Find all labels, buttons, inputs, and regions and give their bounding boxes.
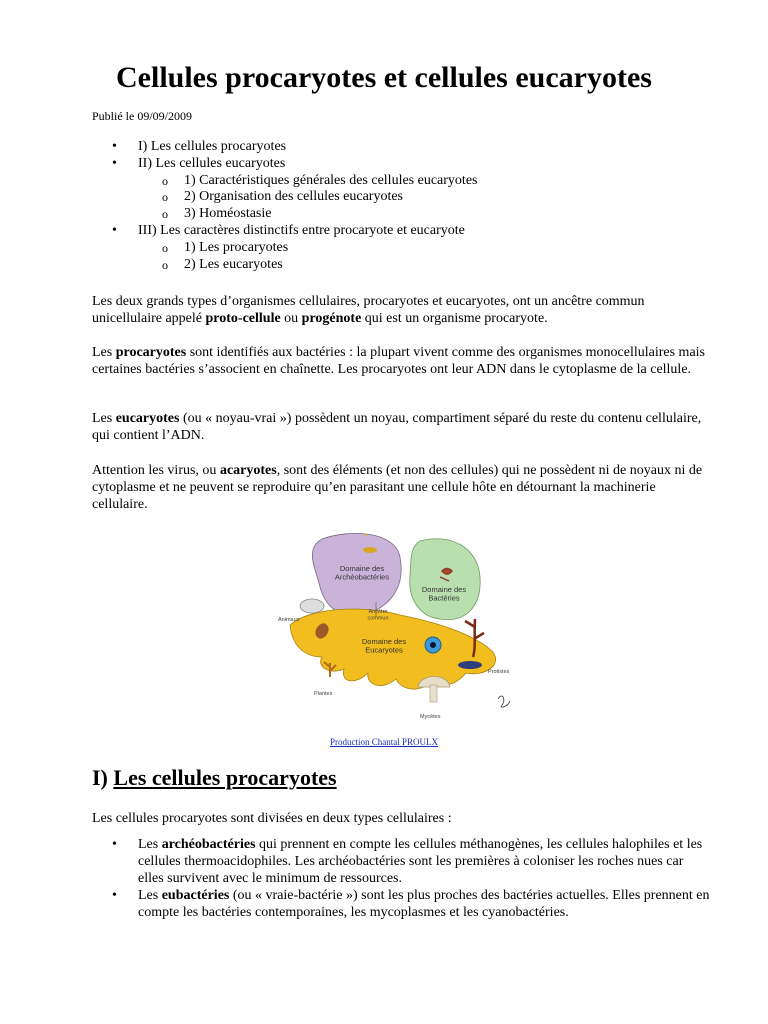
toc-subitem: o 2) Les eucaryotes [92,257,477,274]
signature-mark [498,696,510,707]
toc-subitem: o 1) Caractéristiques générales des cellules eucaryotes [92,173,477,190]
toc-item: • II) Les cellules eucaryotes [92,156,477,173]
eukarya-label-line1: Domaine des [361,637,407,646]
tree-of-life-figure [270,527,520,732]
animal-icon [300,599,324,613]
publish-date: Publié le 09/09/2009 [92,109,192,123]
section-intro: Les cellules procaryotes sont divisées en deux types cellulaires : [92,811,452,826]
svg-text:Domaine desArchéobactéries [335,564,389,582]
archaea-label-line2: Archéobactéries [334,572,390,582]
list-item: • Les eubactéries (ou « vraie-bactérie ») sont les plus proches des bactéries actuelles. Elles prennent en compte les bactéries contemporaines, les mycoplasmes et les cyanobactéries. [92,887,712,921]
toc-subitem: o 2) Organisation des cellules eucaryotes [92,189,477,206]
bacteria-label-line2: Bactéries [428,593,460,603]
toc-item: • III) Les caractères distinctifs entre procaryote et eucaryote [92,223,477,240]
eukarya-label-line2: Eucaryotes [365,645,403,655]
bacteria-label-line1: Domaine des [421,585,467,594]
ancestor-label-line2: commun [367,615,389,622]
paragraph-virus: Attention les virus, ou acaryotes, sont des éléments (et non des cellules) qui ne possèdent ni de noyaux ni de cytoplasme et ne peuvent se reproduire qu’en parasitant une cellule hôte en détournant la machinerie cellulaire. [92,463,703,512]
procaryote-types-list [92,836,712,921]
archaea-cell-icon [363,547,377,553]
list-item: • Les archéobactéries qui prennent en compte les cellules méthanogènes, les cellules halophiles et les cellules thermoacidophiles. Les archéobactéries sont les premières à coloniser les roches nues car elles survivent avec le minimum de ressources. [92,836,712,887]
fungi-label: Mycètes [420,714,441,720]
page-title: Cellules procaryotes et cellules eucaryotes [116,61,652,94]
svg-text:Ancêtrecommun [367,609,388,622]
toc-subitem: o 3) Homéostasie [92,206,477,223]
archaea-label-line1: Domaine des [339,564,385,573]
protists-label: Protistes [488,669,510,675]
figure-caption-link[interactable]: Production Chantal PROULX [330,737,438,747]
paragraph-intro: Les deux grands types d’organismes cellulaires, procaryotes et eucaryotes, ont un ancêtre commun unicellulaire appelé proto-cellule ou progénote qui est un organisme procaryote. [92,294,645,326]
paragraph-procaryotes: Les procaryotes sont identifiés aux bactéries : la plupart vivent comme des organismes monocellulaires mais certaines bactéries s’associent en chaînette. Les procaryotes ont leur ADN dans le cytoplasme de la cellule. [92,345,705,377]
archaea-symbol: •• [364,533,369,539]
ancestor-label-line1: Ancêtre [368,609,388,615]
svg-text:Domaine desEucaryotes [362,637,406,655]
paragraph-eucaryotes: Les eucaryotes (ou « noyau-vrai ») possèdent un noyau, compartiment séparé du reste du contenu cellulaire, qui contient l’ADN. [92,411,702,443]
table-of-contents [92,139,477,273]
section-heading: I) Les cellules procaryotes [92,765,337,790]
protist-cell-icon [458,661,482,669]
plants-label: Plantes [314,691,333,697]
animals-label: Animaux [278,617,300,623]
toc-item: • I) Les cellules procaryotes [92,139,477,156]
toc-subitem: o 1) Les procaryotes [92,240,477,257]
